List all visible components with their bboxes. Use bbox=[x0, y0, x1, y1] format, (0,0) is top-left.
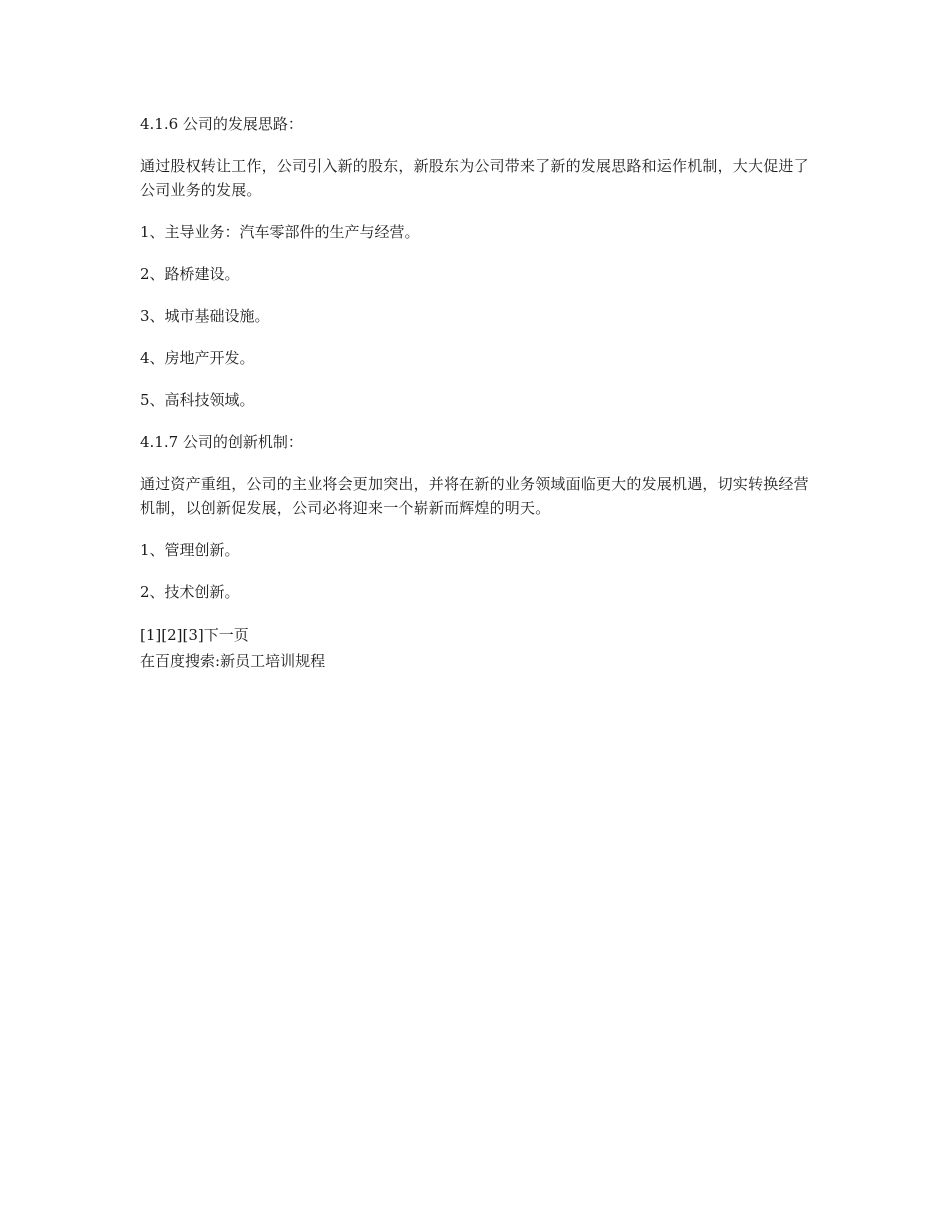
list-item: 4、房地产开发。 bbox=[140, 349, 255, 367]
list-item: 1、管理创新。 bbox=[140, 541, 240, 559]
paragraph-development-intro: 通过股权转让工作，公司引入新的股东，新股东为公司带来了新的发展思路和运作机制，大大促进了公司业务的发展。 bbox=[140, 157, 809, 199]
page-link-3[interactable]: [3] bbox=[182, 626, 204, 644]
section-heading-development: 4.1.6 公司的发展思路： bbox=[140, 115, 303, 133]
document-body bbox=[140, 112, 820, 674]
search-query-link[interactable]: 新员工培训规程 bbox=[220, 652, 326, 670]
list-item: 1、主导业务：汽车零部件的生产与经营。 bbox=[140, 223, 420, 241]
section-heading-innovation: 4.1.7 公司的创新机制： bbox=[140, 433, 303, 451]
next-page-link[interactable]: 下一页 bbox=[203, 626, 249, 644]
list-item: 2、路桥建设。 bbox=[140, 265, 240, 283]
page-link-1[interactable]: [1] bbox=[140, 626, 162, 644]
paragraph-innovation-intro: 通过资产重组，公司的主业将会更加突出，并将在新的业务领域面临更大的发展机遇，切实转换经营机制，以创新促发展，公司必将迎来一个崭新而辉煌的明天。 bbox=[140, 475, 809, 517]
list-item: 3、城市基础设施。 bbox=[140, 307, 270, 325]
page-link-2[interactable]: [2] bbox=[161, 626, 183, 644]
search-prefix-label: 在百度搜索: bbox=[140, 652, 221, 670]
search-suggestion bbox=[140, 648, 820, 674]
pagination bbox=[140, 622, 820, 648]
list-item: 5、高科技领域。 bbox=[140, 391, 255, 409]
list-item: 2、技术创新。 bbox=[140, 583, 240, 601]
